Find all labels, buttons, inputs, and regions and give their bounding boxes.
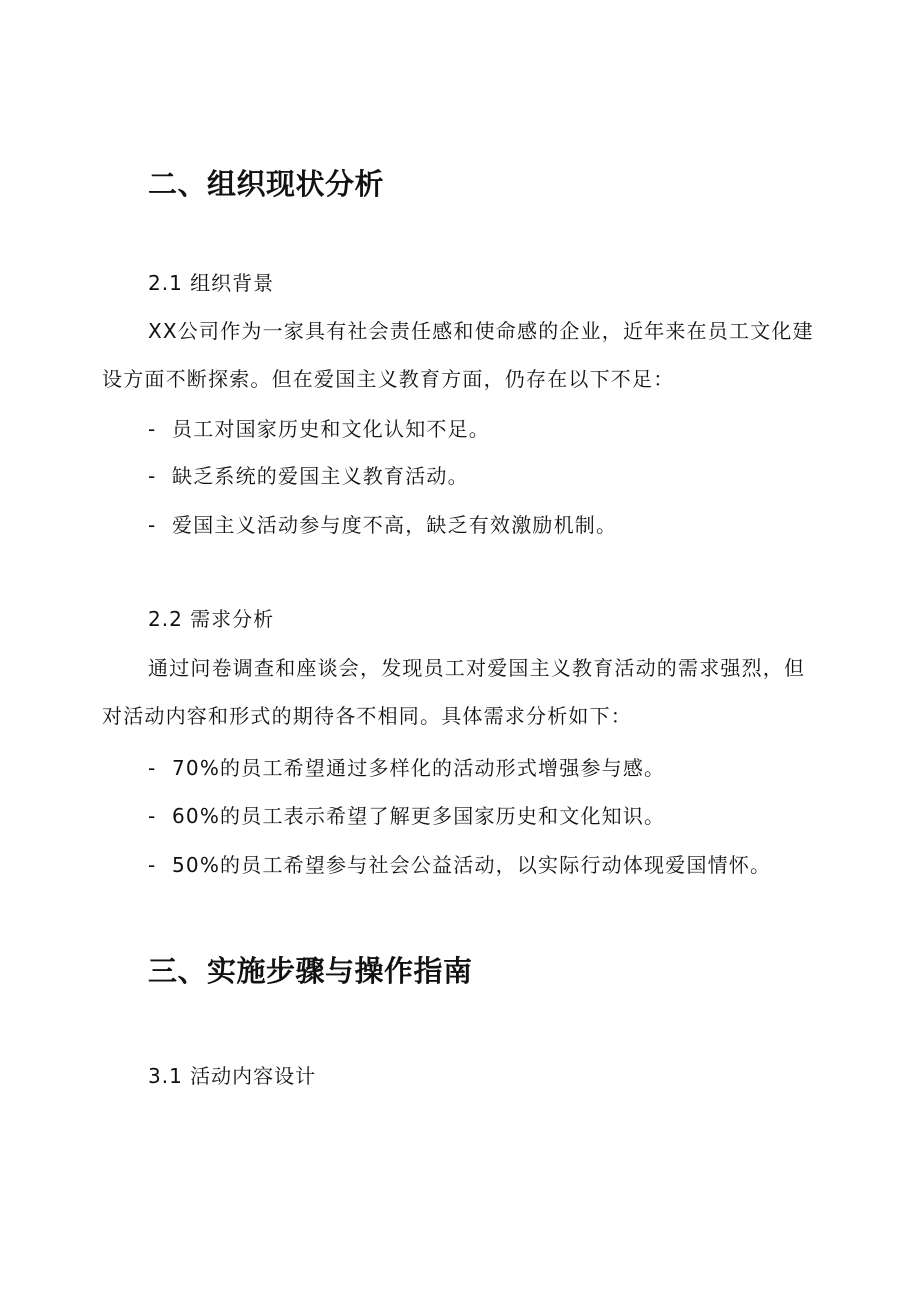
list-item-text: 70%的员工希望通过多样化的活动形式增强参与感。 — [172, 756, 666, 780]
list-item-text: 60%的员工表示希望了解更多国家历史和文化知识。 — [172, 804, 666, 828]
paragraph-background: XX公司作为一家具有社会责任感和使命感的企业，近年来在员工文化建设方面不断探索。但在爱国主义教育方面，仍存在以下不足： — [102, 319, 814, 391]
list-item — [148, 512, 617, 538]
bullet-marker: - — [148, 853, 157, 877]
section-heading-organization-status: 二、组织现状分析 — [148, 167, 385, 201]
bullet-marker: - — [148, 756, 157, 780]
list-item-text: 员工对国家历史和文化认知不足。 — [172, 417, 490, 441]
subsection-title-activity-design: 3.1 活动内容设计 — [148, 1064, 317, 1088]
bullet-marker: - — [148, 804, 157, 828]
list-item — [148, 755, 665, 781]
bullet-marker: - — [148, 464, 157, 488]
bullet-marker: - — [148, 417, 157, 441]
list-item — [148, 852, 771, 878]
list-item — [148, 803, 665, 829]
list-item-text: 爱国主义活动参与度不高，缺乏有效激励机制。 — [172, 513, 618, 537]
list-item-text: 缺乏系统的爱国主义教育活动。 — [172, 464, 469, 488]
list-item — [148, 416, 490, 442]
list-item — [148, 463, 469, 489]
subsection-title-needs: 2.2 需求分析 — [148, 607, 275, 631]
bullet-marker: - — [148, 513, 157, 537]
paragraph-needs: 通过问卷调查和座谈会，发现员工对爱国主义教育活动的需求强烈，但对活动内容和形式的期待各不相同。具体需求分析如下： — [102, 656, 806, 728]
subsection-title-background: 2.1 组织背景 — [148, 271, 275, 295]
list-item-text: 50%的员工希望参与社会公益活动，以实际行动体现爱国情怀。 — [172, 853, 772, 877]
section-heading-implementation: 三、实施步骤与操作指南 — [148, 954, 473, 988]
